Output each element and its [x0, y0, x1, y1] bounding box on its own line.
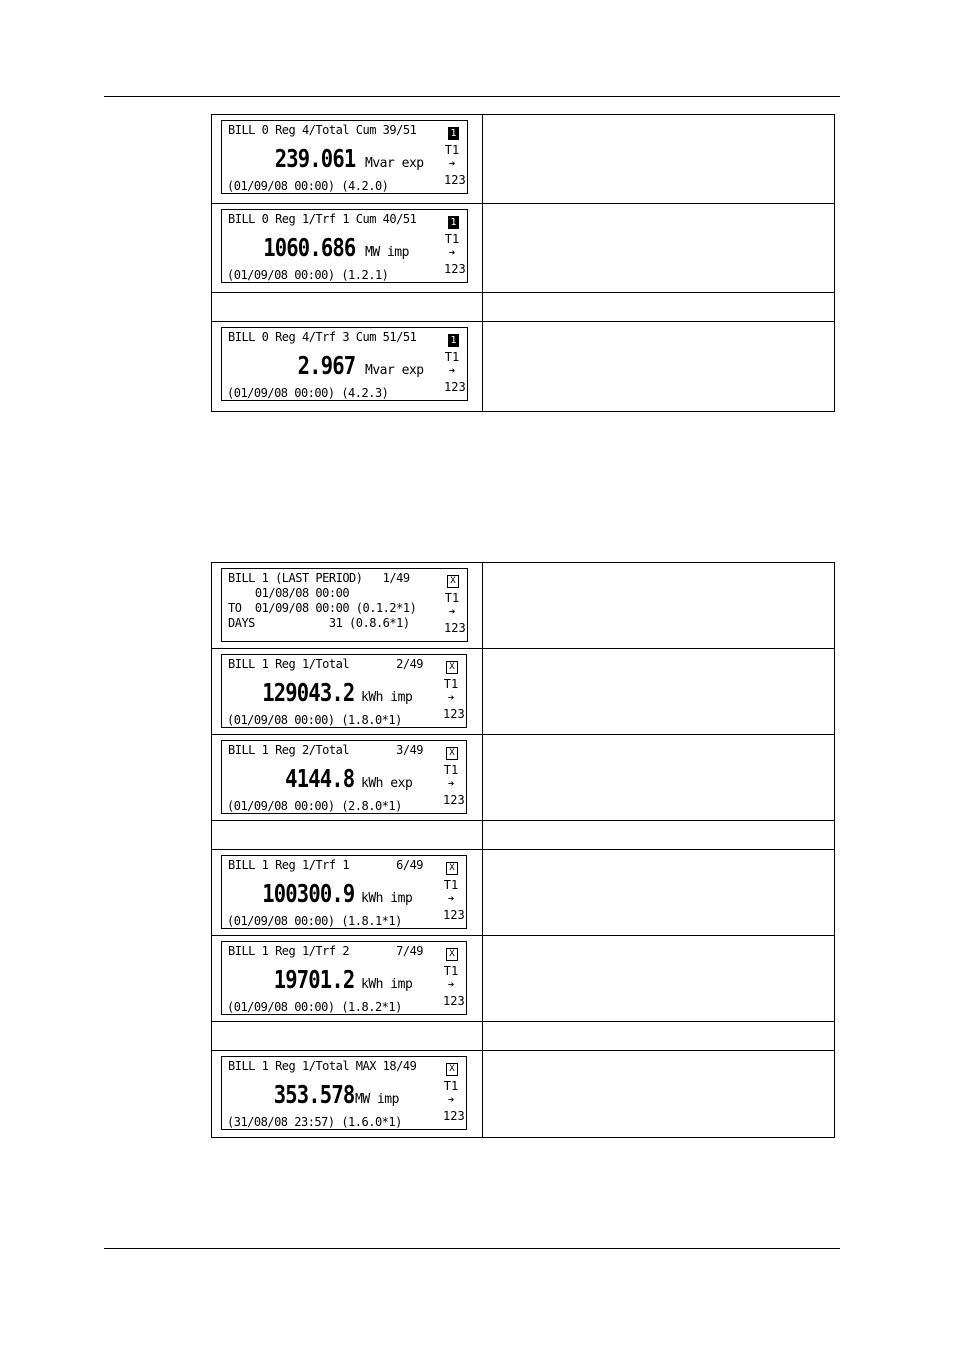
- display-obis-line: (01/09/08 00:00) (1.8.0*1): [227, 713, 402, 727]
- meter-display: [221, 120, 468, 194]
- display-period-line: BILL 1 (LAST PERIOD) 1/49: [228, 571, 410, 585]
- display-unit: Mvar exp: [365, 156, 424, 171]
- display-unit: kWh imp: [361, 977, 413, 992]
- display-header-line: BILL 1 Reg 1/Trf 2 7/49: [228, 944, 424, 958]
- billing-indicator-icon: 1: [448, 127, 459, 140]
- direction-arrow-icon: ➔: [448, 605, 456, 618]
- display-header-line: BILL 1 Reg 1/Total 2/49: [228, 657, 424, 671]
- direction-arrow-icon: ➔: [448, 364, 456, 377]
- meter-display: [221, 1056, 467, 1130]
- direction-arrow-icon: ➔: [448, 157, 456, 170]
- tariff-indicator: T1: [443, 878, 459, 892]
- display-obis-line: (01/09/08 00:00) (4.2.0): [227, 179, 389, 193]
- billing-indicator-icon: 1: [448, 216, 459, 229]
- table-row: [212, 821, 834, 850]
- table-row: [212, 1022, 834, 1051]
- table-row: [212, 563, 834, 649]
- direction-arrow-icon: ➔: [447, 691, 455, 704]
- phase-indicator: 123: [444, 262, 466, 276]
- table-row: [212, 850, 834, 936]
- header-rule: [104, 96, 840, 97]
- table-row: [212, 936, 834, 1022]
- table-row: [212, 1051, 834, 1137]
- display-obis-line: (01/09/08 00:00) (1.8.2*1): [227, 1000, 402, 1014]
- display-obis-line: (01/09/08 00:00) (1.2.1): [227, 268, 389, 282]
- display-value: 2.967: [297, 351, 355, 380]
- table-row: [212, 649, 834, 735]
- display-period-line: 01/08/08 00:00: [228, 586, 350, 600]
- display-period-line: TO 01/09/08 00:00 (0.1.2*1): [228, 601, 417, 615]
- tariff-indicator: T1: [443, 964, 459, 978]
- phase-indicator: 123: [443, 994, 465, 1008]
- display-value: 19701.2: [273, 965, 354, 994]
- table-row: [212, 204, 834, 293]
- display-obis-line: (01/09/08 00:00) (2.8.0*1): [227, 799, 402, 813]
- meter-display: [221, 327, 468, 401]
- phase-indicator: 123: [444, 380, 466, 394]
- display-unit: MW imp: [355, 1092, 399, 1107]
- table-row: [212, 735, 834, 821]
- direction-arrow-icon: ➔: [447, 1093, 455, 1106]
- billing-indicator-icon: X: [447, 575, 459, 588]
- display-unit: MW imp: [365, 245, 409, 260]
- direction-arrow-icon: ➔: [447, 777, 455, 790]
- display-value: 1060.686: [262, 233, 355, 262]
- display-period-line: DAYS 31 (0.8.6*1): [228, 616, 410, 630]
- display-header-line: BILL 0 Reg 1/Trf 1 Cum 40/51: [228, 212, 417, 226]
- display-value: 4144.8: [284, 764, 354, 793]
- direction-arrow-icon: ➔: [447, 978, 455, 991]
- display-value: 353.578: [273, 1080, 354, 1109]
- tariff-indicator: T1: [443, 677, 459, 691]
- phase-indicator: 123: [443, 793, 465, 807]
- display-header-line: BILL 1 Reg 2/Total 3/49: [228, 743, 424, 757]
- meter-display: [221, 654, 467, 728]
- display-value: 100300.9: [261, 879, 354, 908]
- display-table-bill1: [211, 562, 835, 1138]
- meter-display: [221, 209, 468, 283]
- display-unit: kWh imp: [361, 891, 413, 906]
- display-header-line: BILL 0 Reg 4/Trf 3 Cum 51/51: [228, 330, 417, 344]
- table-row: [212, 115, 834, 204]
- direction-arrow-icon: ➔: [447, 892, 455, 905]
- billing-indicator-icon: 1: [448, 334, 459, 347]
- meter-display: [221, 941, 467, 1015]
- table-row: [212, 293, 834, 322]
- tariff-indicator: T1: [444, 143, 460, 157]
- billing-indicator-icon: X: [446, 1063, 458, 1076]
- table-row: [212, 322, 834, 411]
- display-unit: kWh exp: [361, 776, 413, 791]
- display-unit: Mvar exp: [365, 363, 424, 378]
- phase-indicator: 123: [443, 1109, 465, 1123]
- tariff-indicator: T1: [444, 350, 460, 364]
- display-header-line: BILL 0 Reg 4/Total Cum 39/51: [228, 123, 417, 137]
- meter-display: [221, 568, 468, 642]
- billing-indicator-icon: X: [446, 948, 458, 961]
- billing-indicator-icon: X: [446, 862, 458, 875]
- meter-display: [221, 740, 467, 814]
- tariff-indicator: T1: [443, 763, 459, 777]
- phase-indicator: 123: [443, 707, 465, 721]
- display-unit: kWh imp: [361, 690, 413, 705]
- display-table-bill0: [211, 114, 835, 412]
- direction-arrow-icon: ➔: [448, 246, 456, 259]
- phase-indicator: 123: [444, 621, 466, 635]
- phase-indicator: 123: [443, 908, 465, 922]
- tariff-indicator: T1: [444, 591, 460, 605]
- display-header-line: BILL 1 Reg 1/Trf 1 6/49: [228, 858, 424, 872]
- billing-indicator-icon: X: [446, 747, 458, 760]
- phase-indicator: 123: [444, 173, 466, 187]
- tariff-indicator: T1: [443, 1079, 459, 1093]
- display-header-line: BILL 1 Reg 1/Total MAX 18/49: [228, 1059, 417, 1073]
- display-obis-line: (01/09/08 00:00) (4.2.3): [227, 386, 389, 400]
- display-value: 239.061: [274, 144, 355, 173]
- billing-indicator-icon: X: [446, 661, 458, 674]
- display-obis-line: (01/09/08 00:00) (1.8.1*1): [227, 914, 402, 928]
- tariff-indicator: T1: [444, 232, 460, 246]
- meter-display: [221, 855, 467, 929]
- display-obis-line: (31/08/08 23:57) (1.6.0*1): [227, 1115, 402, 1129]
- footer-rule: [104, 1248, 840, 1249]
- display-value: 129043.2: [261, 678, 354, 707]
